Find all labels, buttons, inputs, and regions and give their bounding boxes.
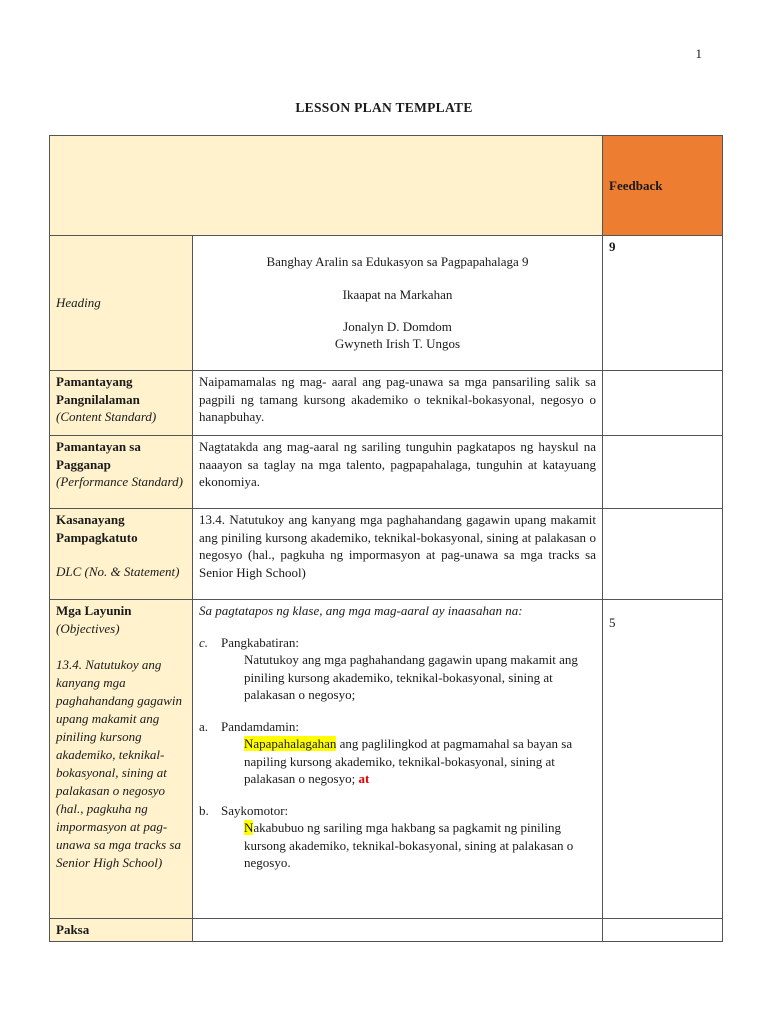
heading-row: [50, 236, 723, 371]
objectives-label-sub: (Objectives): [56, 621, 120, 636]
objective-item-heading: Pangkabatiran:: [221, 634, 299, 650]
topic-feedback-cell: [603, 919, 723, 942]
header-blank-cell: [50, 136, 603, 236]
objective-item-cognitive: [199, 634, 596, 704]
content-standard-label-main: Pamantayang Pangnilalaman: [56, 374, 140, 407]
objective-item-psychomotor: [199, 802, 596, 872]
objectives-label-detail: 13.4. Natutukoy ang kanyang mga paghahandang gagawin upang makamit ang piniling kursong akademiko, teknikal-bokasyonal, sining at palakasan o negosyo (hal., pagkuha ng impormasyon at pag-unawa sa mga tracks sa Senior High School): [56, 657, 183, 870]
objective-item-heading: Saykomotor:: [221, 802, 289, 818]
performance-standard-row: [50, 436, 723, 509]
objective-item-marker: a.: [199, 718, 209, 734]
objective-item-text: [199, 735, 596, 788]
objectives-row: [50, 600, 723, 919]
topic-content-cell: [193, 919, 603, 942]
objective-item-body: ang paglilingkod at pagmamahal sa bayan sa napiling kursong akademiko, teknikal-bokasyonal, sining at palakasan o negosyo;: [244, 736, 573, 786]
highlighted-letter: N: [244, 820, 254, 835]
performance-standard-label: [50, 436, 193, 509]
performance-standard-label-sub: (Performance Standard): [56, 474, 183, 489]
objective-item-body: akabubuo ng sariling mga hakbang sa pagkamit ng piniling kursong akademiko, teknikal-bokasyonal, sining at palakasan o negosyo.: [244, 820, 574, 870]
competency-row: [50, 509, 723, 600]
content-standard-text: Naipamamalas ng mag- aaral ang pag-unawa sa mga pansariling salik sa pagpili ng tamang kursong akademiko o teknikal-bokasyonal, negosyo o hanapbuhay.: [193, 371, 603, 436]
heading-feedback-score: 9: [609, 239, 616, 254]
performance-standard-label-main: Pamantayan sa Pagganap: [56, 439, 141, 472]
table-header-row: [50, 136, 723, 236]
content-standard-feedback-cell: [603, 371, 723, 436]
competency-label: [50, 509, 193, 600]
objectives-feedback-score: 5: [609, 615, 616, 630]
performance-standard-feedback-cell: [603, 436, 723, 509]
red-conjunction: at: [358, 771, 370, 786]
objectives-content: [193, 600, 603, 919]
feedback-header-cell: [603, 136, 723, 236]
objective-item-affective: [199, 718, 596, 788]
performance-standard-text: Nagtatakda ang mag-aaral ng sariling tunguhin pagkatapos ng hayskul na naaayon sa taglay na mga talento, pagpapahalaga, tunguhin at katayuang ekonomiya.: [193, 436, 603, 509]
heading-label: Heading: [50, 236, 193, 371]
content-standard-label: [50, 371, 193, 436]
objective-item-marker: c.: [199, 634, 209, 650]
page-number: 1: [695, 46, 702, 61]
topic-row: [50, 919, 723, 942]
competency-label-sub: DLC (No. & Statement): [56, 564, 180, 579]
highlighted-word: Napapahalagahan: [244, 736, 337, 751]
competency-feedback-cell: [603, 509, 723, 600]
heading-author-1: Jonalyn D. Domdom: [343, 319, 452, 334]
heading-course-title: Banghay Aralin sa Edukasyon sa Pagpapahalaga 9: [266, 254, 529, 269]
objectives-label-main: Mga Layunin: [56, 603, 132, 618]
competency-label-main: Kasanayang Pampagkatuto: [56, 512, 138, 545]
document-title: LESSON PLAN TEMPLATE: [295, 100, 473, 115]
competency-text: 13.4. Natutukoy ang kanyang mga paghahandang gagawin upang makamit ang piniling kursong akademiko, teknikal-bokasyonal, sining at palakasan o negosyo (hal., pagkuha ng impormasyon at pag-unawa sa mga tracks sa Senior High School): [193, 509, 603, 600]
content-standard-row: [50, 371, 723, 436]
objectives-intro: Sa pagtatapos ng klase, ang mga mag-aaral ay inaasahan na:: [199, 603, 523, 618]
content-standard-label-sub: (Content Standard): [56, 409, 157, 424]
objective-item-text: Natutukoy ang mga paghahandang gagawin upang makamit ang piniling kursong akademiko, teknikal-bokasyonal, sining at palakasan o negosyo;: [244, 652, 578, 702]
objective-item-text: [199, 819, 596, 872]
lesson-plan-table: [49, 135, 723, 942]
objective-item-marker: b.: [199, 802, 209, 818]
objectives-label: [50, 600, 193, 919]
heading-content: [193, 236, 603, 371]
topic-label: [50, 919, 193, 942]
objective-item-heading: Pandamdamin:: [221, 718, 299, 734]
heading-author-2: Gwyneth Irish T. Ungos: [334, 335, 461, 351]
feedback-header-label: Feedback: [609, 177, 663, 193]
topic-label-main: Paksa: [56, 922, 90, 937]
heading-feedback-cell: [603, 236, 723, 371]
objectives-feedback-cell: [603, 600, 723, 919]
heading-quarter: Ikaapat na Markahan: [342, 286, 453, 302]
